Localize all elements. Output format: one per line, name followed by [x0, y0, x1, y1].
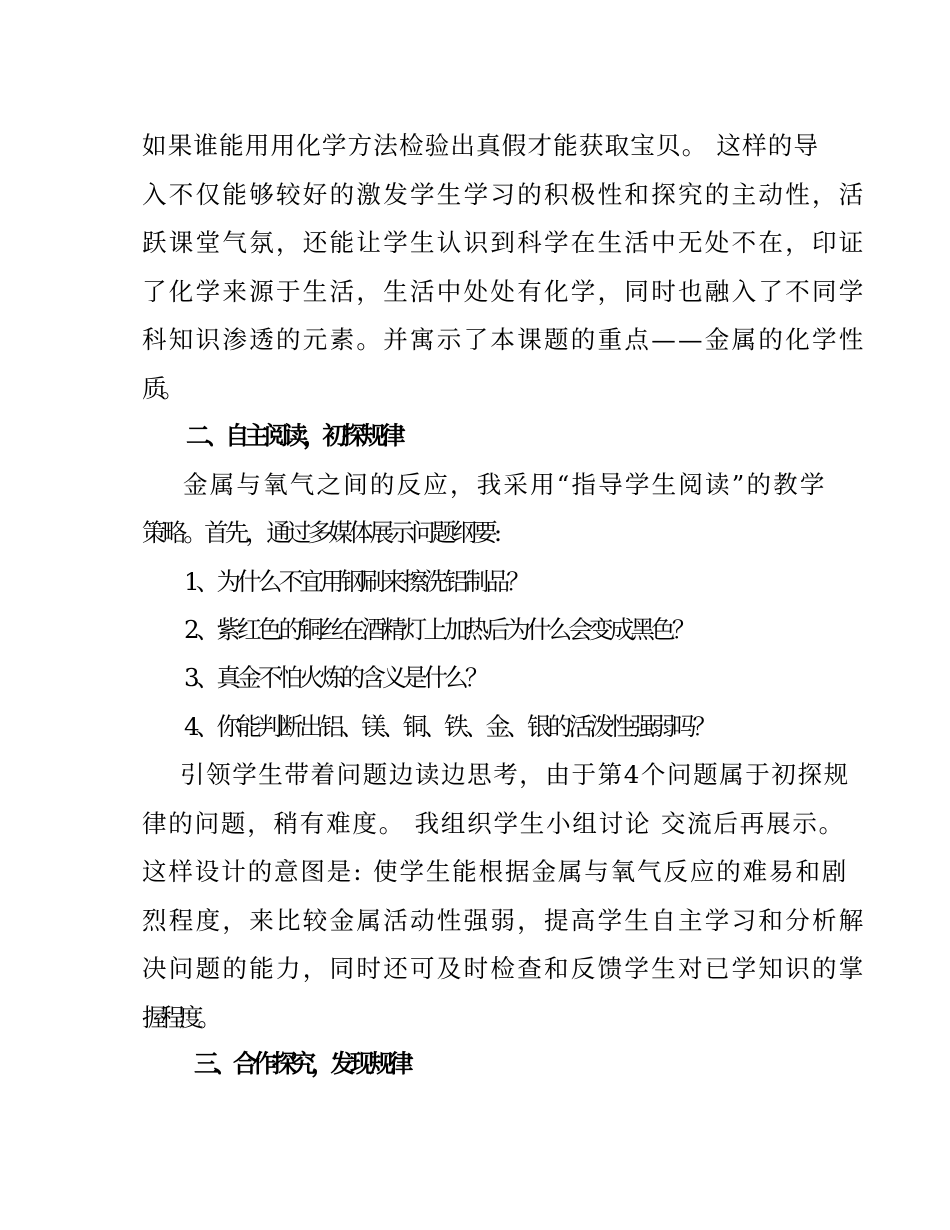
section-heading-2: 二、自主阅读，初探规律: [186, 421, 401, 450]
paragraph-3-line-3: 这样设计的意图是: 使学生能根据金属与氧气反应的难易和剧: [142, 857, 849, 886]
question-2: 2、紫红色的铜丝在酒精灯上加热后为什么会变成黑色？: [184, 615, 693, 644]
paragraph-3-line-1: 引领学生带着问题边读边思考，由于第4个问题属于初探规: [180, 760, 850, 789]
paragraph-2-line-2: 策略。首先，通过多媒体展示问题纲要:: [142, 518, 499, 547]
question-1: 1、为什么不宜用钢刷来擦洗铝制品？: [184, 567, 527, 596]
question-3: 3、真金不怕火炼的含义是什么？: [184, 663, 486, 692]
paragraph-1-line-1: 如果谁能用用化学方法检验出真假才能获取宝贝。 这样的导: [142, 131, 820, 160]
paragraph-2-line-1: 金属与氧气之间的反应，我采用“指导学生阅读”的教学: [183, 470, 827, 499]
question-4: 4、你能判断出铝、镁、铜、铁、金、银的活泼性强弱吗？: [184, 712, 714, 741]
paragraph-3-line-4: 烈程度，来比较金属活动性强弱，提高学生自主学习和分析解: [142, 906, 866, 935]
paragraph-1-line-5: 科知识渗透的元素。并寓示了本课题的重点——金属的化学性: [142, 325, 866, 354]
paragraph-1-line-3: 跃课堂气氛，还能让学生认识到科学在生活中无处不在，印证: [142, 228, 866, 257]
paragraph-1-line-6: 质。: [142, 374, 179, 403]
paragraph-1-line-2: 入不仅能够较好的激发学生学习的积极性和探究的主动性，活: [142, 180, 866, 209]
paragraph-3-line-5: 决问题的能力，同时还可及时检查和反馈学生对已学知识的掌: [142, 954, 866, 983]
paragraph-3-line-6: 握程度。: [142, 1003, 216, 1032]
section-heading-3: 三、合作探究，发现规律: [194, 1049, 409, 1078]
paragraph-1-line-4: 了化学来源于生活，生活中处处有化学，同时也融入了不同学: [142, 277, 866, 306]
paragraph-3-line-2: 律的问题，稍有难度。 我组织学生小组讨论 交流后再展示。: [142, 809, 845, 838]
